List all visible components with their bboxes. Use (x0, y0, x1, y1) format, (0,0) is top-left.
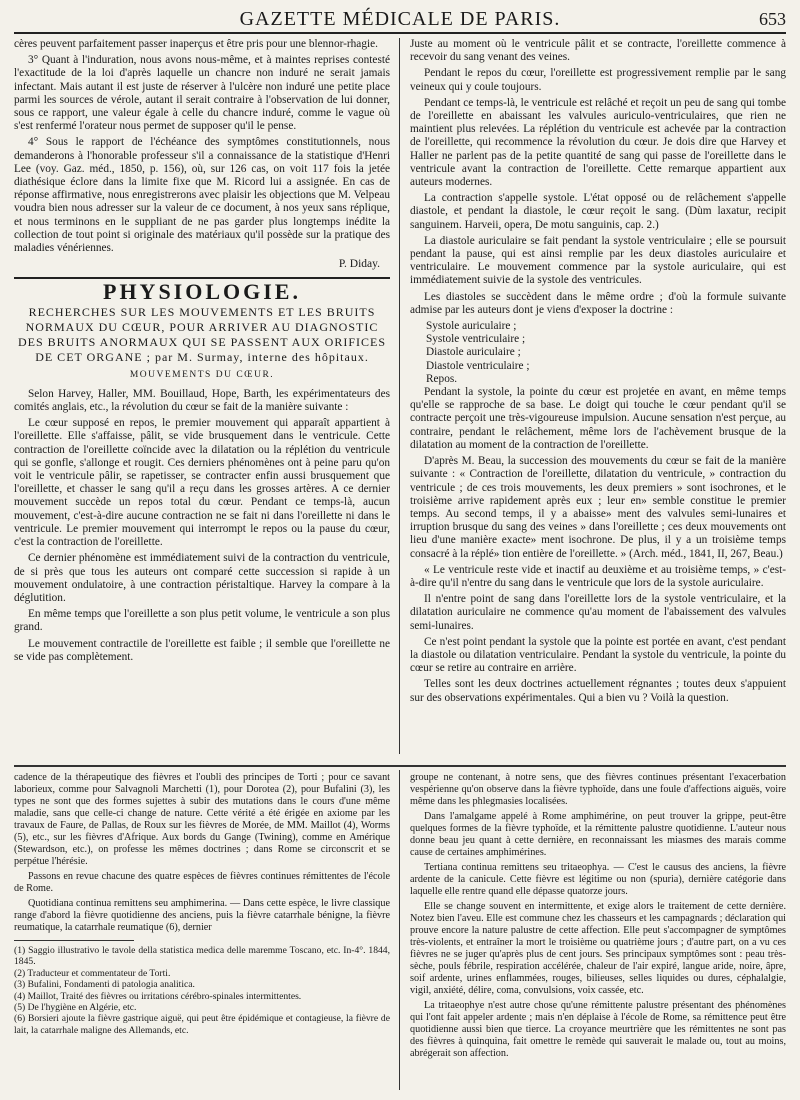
feuilleton-right-column (410, 772, 786, 1092)
paragraph: 4° Sous le rapport de l'échéance des symptômes constitutionnels, nous demanderons à l'honorable professeur s'il a connaissance de la statistique d'Henri Lee (voy. Gaz. méd., 1850, p. 156), où, sur 126 cas, on voit 117 fois la jetée diathésique éclore dans la limite fixe que M. Ricord lui a assignée. En cas de réponse affirmative, nous enregistrerons avec plaisir les objections que M. Velpeau voudra bien nous adresser sur la valeur de ce document, à nos yeux sans réplique, et nous terminons en le suppliant de ne pas garder plus longtemps inédite la collection de tout point si originale des matériaux qu'il possède sur la pratique des maladies vénériennes. (14, 136, 390, 255)
list-item: Diastole ventriculaire ; (426, 359, 530, 372)
paragraph: La diastole auriculaire se fait pendant la systole ventriculaire ; elle se poursuit pendant la pause, qui est ainsi remplie par les deux diastoles auriculaire et ventriculaire. Le mouvement commence par la systole auriculaire, qui est immédiatement suivie de la systole des ventricules. (410, 234, 786, 287)
footnote: (4) Maillot, Traité des fièvres ou irritations cérébro-spinales intermittentes. (14, 990, 302, 1002)
right-column (410, 38, 786, 758)
paragraph: Elle se change souvent en intermittente, et exige alors le traitement de cette dernière. Notez bien l'aveu. Elle est commune chez les chasseurs et les campagnards ; déclaration qui prouve encore la nature palustre de cette affection. Elle peut s'accompagner de symptômes très-violents, et entraîner la mort le troisième ou quatrième jours ; d'autre part, on a vu ces fièvres ne se juger qu'après plus de cent jours. Ses principaux symptômes sont : peau très-sèche, pouls fébrile, respiration accélérée, chaleur de l'air expiré, langue aride, noire, âpre, soif ardente, urines enflammées, rouges, bilieuses, selles liquides ou dures, céphalalgie, vigil, anxiété, délire, coma, convulsions, voix cassée, etc. (410, 901, 786, 996)
section-title: PHYSIOLOGIE. (14, 277, 390, 298)
column-divider (399, 770, 400, 1090)
paragraph: Juste au moment où le ventricule pâlit et se contracte, l'oreillette commence à recevoir du sang venant des veines. (410, 38, 786, 64)
footnote: (1) Saggio illustrativo le tavole della statistica medica delle maremme Toscano, etc. In-4°. 1844, 1845. (14, 945, 390, 968)
feuilleton-left-column (14, 772, 390, 1092)
paragraph: D'après M. Beau, la succession des mouvements du cœur se fait de la manière suivante : « Contraction de l'oreillette, dilatation du ventricule, » contraction du ventricule ; de ces trois mouvements, les deux premiers » sont isochrones, et le troisième arrive rapidement après eux ; leur en» semble constitue le premier temps. Au second temps, il y a abaisse» ment des valvules semi-lunaires et irruption brusque du sang des veines » dans l'oreillette ; ces deux mouvements ont lieu d'une manière exacte» ment isochrone. De plus, il y a un troisième temps consacré à la réplé» tion entière de l'oreillette. » (Arch. méd., 1841, II, 267, Beau.) (410, 455, 786, 560)
paragraph: Pendant la systole, la pointe du cœur est projetée en avant, en même temps qu'elle se rapproche de sa base. Le doigt qui touche le cœur pendant qu'il se contracte perçoit une très-vigoureuse impulsion. Aucune sensation n'est perçue, au contraire, pendant le relâchement, même lors de l'achèvement brusque de la dilatation au moment de la contraction de l'oreillette. (410, 386, 786, 451)
paragraph: Pendant ce temps-là, le ventricule est relâché et reçoit un peu de sang qui tombe de l'oreillette en abaissant les valvules auriculo-ventriculaires, que rien ne maintient plus relevées. La réplétion du ventricule est achevée par la contraction de l'oreillette, qui recommence la révolution du cœur. Je dois dire que Harvey et Haller ne parlent pas de la petite quantité de sang qui passe de l'oreillette dans le ventricule avant la contraction de l'oreillette. Cette remarque appartient aux auteurs modernes. (410, 96, 786, 189)
paragraph: Ce dernier phénomène est immédiatement suivi de la contraction du ventricule, de si près que tous les auteurs ont comparé cette succession si rapide à un mouvement ondulatoire, à une contraction péristaltique. Harvey la compare à la déglutition. (14, 552, 390, 604)
paragraph: Il n'entre point de sang dans l'oreillette lors de la systole ventriculaire, et la dilatation auriculaire ne commence qu'au moment de l'abaissement des valvules semi-lunaires. (410, 593, 786, 632)
footnote-rule (14, 940, 134, 941)
paragraph: Ce n'est point pendant la systole que la pointe est portée en avant, c'est pendant la diastole ou dilatation ventriculaire. Pendant la systole du ventricule, la pointe du cœur se retire au contraire en arrière. (410, 635, 786, 675)
paragraph: Quotidiana continua remittens seu amphimerina. — Dans cette espèce, le livre classique range d'abord la fièvre quotidienne des anciens, puis la fièvre catarrhale bénigne, la fièvre reumatique, la catarrhale reumatique (6), dernier (14, 898, 390, 933)
page-header (14, 6, 786, 34)
paragraph: cères peuvent parfaitement passer inaperçus et être pris pour une blennor-rhagie. (14, 38, 378, 50)
paragraph: Telles sont les deux doctrines actuellement régnantes ; toutes deux s'appuient sur des observations expérimentales. Qui a bien vu ? Voilà la question. (410, 678, 786, 704)
page-number: 653 (759, 9, 786, 29)
paragraph: Les diastoles se succèdent dans le même ordre ; d'où la formule suivante admise par les auteurs dont je viens d'exposer la doctrine : (410, 290, 786, 316)
left-column (14, 38, 390, 758)
paragraph: Le cœur supposé en repos, le premier mouvement qui apparaît appartient à l'oreillette. Elle s'affaisse, pâlit, se vide brusquement dans le ventricule. Cette contraction de l'oreillette coïncide avec la dilatation ou la réplétion du ventricule qui se gonfle, s'allonge et rougit. Ces derniers phénomènes ont à peine paru qu'on voit le ventricule pâlir, se rapetisser, se contracter enfin aussi brusquement que l'oreillette, et chasser le sang qu'il a reçu dans les grosses artères. A ce dernier mouvement succède un repos total du cœur. Pendant ce temps-là, aucun mouvement, c'est-à-dire aucune contraction ne se fait ni dans l'oreillette ni dans le ventricule. Le premier mouvement qui interrompt le repos ou la pause du cœur, c'est la contraction de l'oreillette. (14, 417, 390, 549)
footnote: (6) Borsieri ajoute la fièvre gastrique aiguë, qui peut être épidémique et contagieuse, la fièvre de lait, la catarrhale maligne des Allemands, etc. (14, 1013, 390, 1036)
list-item: Systole auriculaire ; (426, 320, 517, 333)
footnote: (5) De l'hygiène en Algérie, etc. (14, 1002, 137, 1014)
author-signature: P. Diday. (338, 258, 380, 271)
journal-title: GAZETTE MÉDICALE DE PARIS. (239, 8, 561, 30)
paragraph: La tritaeophye n'est autre chose qu'une rémittente palustre présentant des phénomènes qui l'ont fait appeler ardente ; mais n'en déplaise à l'école de Rome, sa rémittence peut être quotidienne aussi bien que tierce. La croyance meurtrière que les rémittentes ne sont pas des fièvres à quinquina, fait omettre le remède qui sauverait le malade ou, tout au moins, abrégerait son affection. (410, 1000, 786, 1059)
article-title: RECHERCHES SUR LES MOUVEMENTS ET LES BRUITS NORMAUX DU CŒUR, POUR ARRIVER AU DIAGNOSTIC DES BRUITS ANORMAUX QUI SE PASSENT AUX ORIFICES DE CET ORGANE ; par M. Surmay, interne des hôpitaux. (17, 304, 387, 364)
article-subheading: MOUVEMENTS DU CŒUR. (129, 369, 275, 380)
paragraph: Dans l'amalgame appelé à Rome amphimérine, on peut trouver la grippe, peut-être quelques formes de la fièvre typhoïde, et la rémittente palustre quotidienne. L'auteur nous donne beau jeu quant à cette dernière, en reconnaissant les miasmes des marais comme cause de certaines amphimérines. (410, 811, 786, 858)
paragraph: cadence de la thérapeutique des fièvres et l'oubli des principes de Torti ; pour ce savant laborieux, comme pour Salvagnoli Marchetti (1), pour Dorotea (2), pour Bufalini (3), les types ne sont que des formes sujettes à subir des mutations dans le cours d'une même maladie, sans que celle-ci change de nature. Cette vérité a été érigée en axiome par les travaux de Faure, de Pallas, de Roux sur les fièvres de Morée, de MM. Maillot (4), Worms (5), etc., sur les fièvres d'Afrique. Aux bords du Gange (Twining), comme en Amérique (Stewardson, etc.), on professe les mêmes doctrines ; dans Rome se circonscrit et se perpétue l'hérésie. (14, 772, 390, 867)
paragraph: Tertiana continua remittens seu tritaeophya. — C'est le causus des anciens, la fièvre ardente de la canicule. Cette fièvre est légitime ou non (spuria), dernière catégorie dans laquelle elle rentre quand elle dépasse quatorze jours. (410, 862, 786, 897)
paragraph: Selon Harvey, Haller, MM. Bouillaud, Hope, Barth, les expérimentateurs des comités anglais, etc., la révolution du cœur se fait de la manière suivante : (14, 387, 390, 414)
feuilleton-rule (14, 765, 786, 767)
footnote: (2) Traducteur et commentateur de Torti. (14, 967, 171, 979)
paragraph: groupe ne contenant, à notre sens, que des fièvres continues présentant l'exacerbation vespérienne qu'on observe dans la fièvre typhoïde, dans une foule d'affections aiguës, voire même dans les phlegmasies localisées. (410, 772, 786, 807)
paragraph: « Le ventricule reste vide et inactif au deuxième et au troisième temps, » c'est-à-dire qu'il n'entre du sang dans le ventricule que lors de la systole auriculaire. (410, 563, 786, 589)
list-item: Repos. (426, 372, 458, 385)
formula-list (410, 320, 786, 386)
list-item: Systole ventriculaire ; (426, 333, 526, 346)
column-divider (399, 38, 400, 754)
list-item: Diastole auriculaire ; (426, 346, 521, 359)
footnote: (3) Bufalini, Fondamenti di patologia analitica. (14, 979, 195, 991)
paragraph: En même temps que l'oreillette a son plus petit volume, le ventricule a son plus grand. (14, 608, 390, 634)
paragraph: La contraction s'appelle systole. L'état opposé ou de relâchement s'appelle diastole, et pendant la diastole, le cœur reçoit le sang. (Dùm laxatur, recipit sanguinem. Harveii, opera, De motu sanguinis, cap. 2.) (410, 192, 786, 231)
paragraph: Le mouvement contractile de l'oreillette est faible ; il semble que l'oreillette ne se vide pas complètement. (14, 637, 390, 663)
paragraph: 3° Quant à l'induration, nous avons nous-même, et à maintes reprises contesté l'exactitude de la loi d'après laquelle un chancre non induré ne serait jamais infectant. Mais autant il est juste de réserver à l'ulcère non induré une petite place parmi les sources de vérole, autant il serait contraire à l'observation de lui donner, sous ce rapport, une valeur égale à celle du chancre induré, comme le vague où s'est renfermé l'orateur nous permet de supposer qu'il le pense. (14, 54, 390, 133)
paragraph: Pendant le repos du cœur, l'oreillette est progressivement remplie par le sang veineux qui y coule toujours. (410, 67, 786, 93)
paragraph: Passons en revue chacune des quatre espèces de fièvres continues rémittentes de l'école de Rome. (14, 871, 390, 894)
